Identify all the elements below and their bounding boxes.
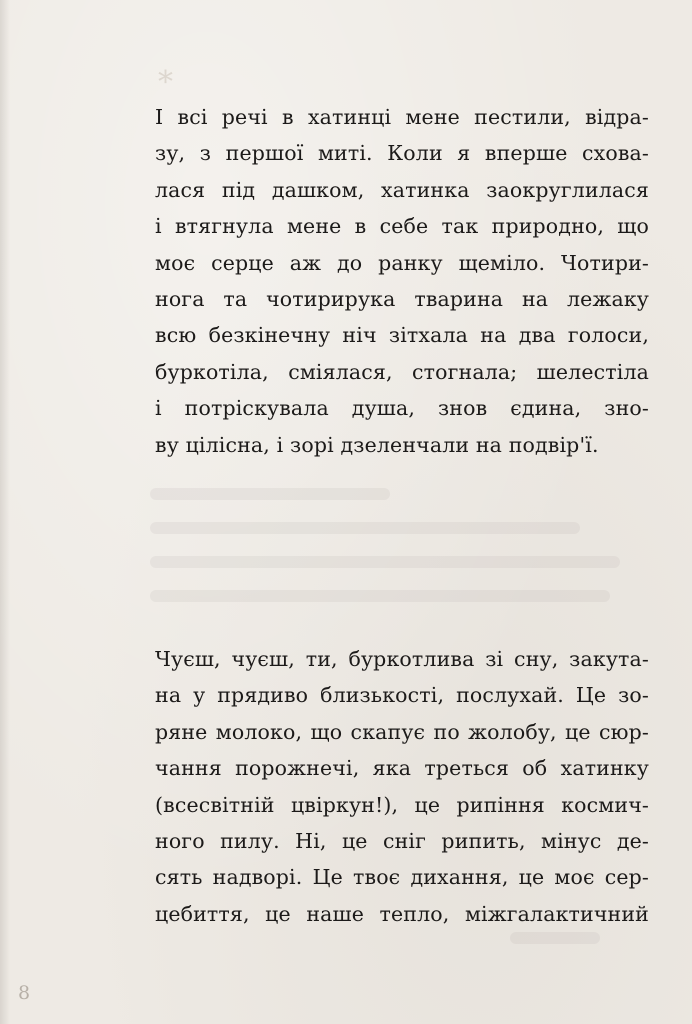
text-line: ного пилу. Ні, це сніг рипить, мінус де-	[155, 829, 649, 854]
text-line: І всі речі в хатинці мене пестили, відра-	[155, 105, 649, 129]
show-through-smudge	[150, 556, 620, 568]
text-line: нога та чотирирука тварина на лежаку	[155, 287, 649, 312]
text-line: всю безкінечну ніч зітхала на два голоси,	[155, 323, 649, 348]
text-line: сять надворі. Це твоє дихання, це моє сер-	[155, 865, 649, 890]
page-gutter-shadow	[0, 0, 10, 1024]
text-line: лася під дашком, хатинка заокруглилася	[155, 177, 649, 202]
text-line: зу, з першої миті. Коли я вперше схова-	[155, 141, 649, 166]
section-ornament: *	[158, 65, 173, 100]
show-through-smudge	[150, 590, 610, 602]
page-number: 8	[18, 982, 31, 1004]
text-line: буркотіла, сміялася, стогнала; шелестіла	[155, 359, 649, 384]
text-line: Чуєш, чуєш, ти, буркотлива зі сну, закута-	[155, 647, 649, 671]
text-line: ву цілісна, і зорі дзеленчали на подвір'ї.	[155, 432, 599, 457]
paragraph-2	[155, 641, 649, 932]
text-line: чання порожнечі, яка треться об хатинку	[155, 756, 649, 781]
text-line: (всесвітній цвіркун!), це рипіння космич-	[155, 792, 649, 817]
text-line: і втягнула мене в себе так природно, що	[155, 214, 649, 239]
paragraph-1	[155, 99, 649, 463]
text-line: на у прядиво близькості, послухай. Це зо-	[155, 683, 649, 708]
text-line: цебиття, це наше тепло, міжгалактичний	[155, 901, 649, 926]
text-line: і потріскувала душа, знов єдина, зно-	[155, 396, 649, 421]
show-through-smudge	[510, 932, 600, 944]
text-line: моє серце аж до ранку щеміло. Чотири-	[155, 250, 649, 275]
text-line: ряне молоко, що скапує по жолобу, це сюр-	[155, 719, 649, 744]
show-through-smudge	[150, 488, 390, 500]
show-through-smudge	[150, 522, 580, 534]
